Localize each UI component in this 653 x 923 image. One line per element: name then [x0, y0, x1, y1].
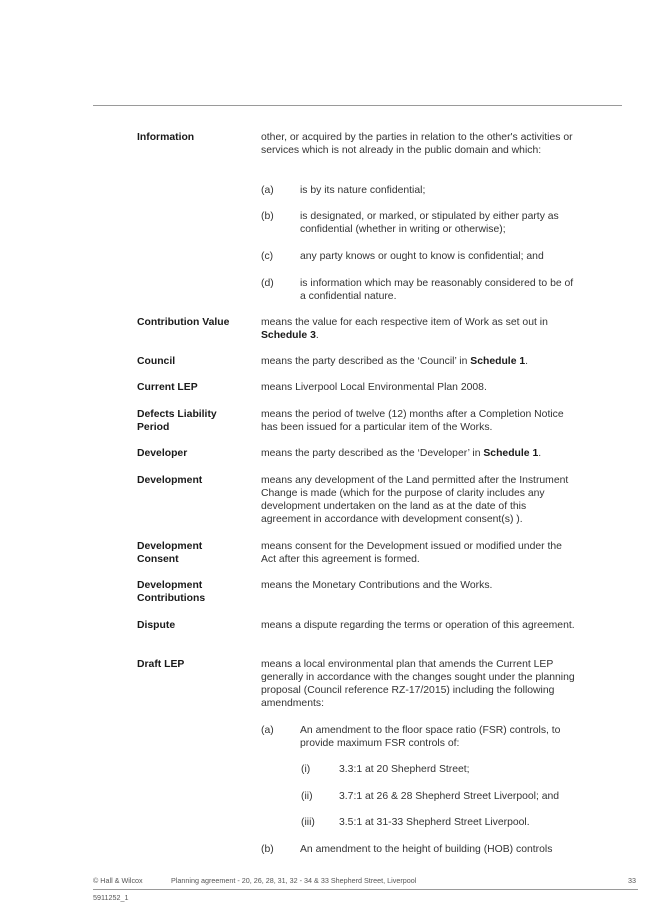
sub-list-item-label: (iii): [301, 817, 315, 828]
sub-list-item-label: (ii): [301, 791, 313, 802]
list-item-label: (a): [261, 185, 274, 196]
definition-text: means a dispute regarding the terms or operation of this agreement.: [261, 620, 575, 631]
list-item-text: any party knows or ought to know is confidential; and: [300, 251, 544, 262]
schedule-reference: Schedule 3: [261, 330, 316, 341]
list-item-text: An amendment to the floor space ratio (FSR) controls, to provide maximum FSR controls of:: [300, 725, 561, 749]
sub-list-item-text: 3.5:1 at 31-33 Shepherd Street Liverpool.: [339, 817, 530, 828]
page-number: 33: [628, 876, 636, 885]
text-segment: means the party described as the ‘Council’ in: [261, 356, 471, 367]
definition-term: [137, 540, 252, 566]
text-segment: means the party described as the ‘Developer’ in: [261, 448, 484, 459]
list-item-label: (b): [261, 844, 274, 855]
list-item-text: is information which may be reasonably considered to be of a confidential nature.: [300, 278, 574, 302]
definition-text: means any development of the Land permitted after the Instrument Change is made (which for the purpose of clarity includes any development undertaken on the land as at the date of this agreement in accordance with development consent(s) ).: [261, 475, 569, 525]
definition-text: other, or acquired by the parties in relation to the other's activities or services which is not already in the public domain and which:: [261, 132, 573, 156]
term-line: Defects Liability: [137, 409, 217, 420]
definition-term: Current LEP: [137, 382, 198, 393]
definition-text: means consent for the Development issued or modified under the Act after this agreement is formed.: [261, 541, 562, 565]
list-item-text: is designated, or marked, or stipulated by either party as confidential (whether in writing or otherwise);: [300, 211, 559, 235]
list-item-label: (a): [261, 725, 274, 736]
definition-text: [261, 316, 577, 342]
term-line: Consent: [137, 554, 179, 565]
list-item-text: An amendment to the height of building (HOB) controls: [300, 844, 553, 855]
sub-list-item-label: (i): [301, 764, 311, 775]
term-line: Contributions: [137, 593, 206, 604]
header-rule: [93, 105, 622, 106]
definition-term: Draft LEP: [137, 659, 185, 670]
definition-term: [137, 579, 252, 605]
definition-term: Information: [137, 132, 195, 143]
definition-term: Council: [137, 356, 176, 367]
footer-copyright: © Hall & Wilcox: [93, 876, 143, 885]
list-item-label: (c): [261, 251, 274, 262]
document-reference: 5911252_1: [93, 893, 129, 902]
definition-term: [137, 408, 252, 434]
list-item-label: (b): [261, 211, 274, 222]
text-segment: .: [315, 330, 319, 341]
definition-text: means the Monetary Contributions and the Works.: [261, 580, 493, 591]
term-line: Development: [137, 541, 203, 552]
definition-term: Development: [137, 475, 203, 486]
definition-text: [261, 447, 577, 460]
footer-rule: [93, 889, 638, 890]
list-item-text: is by its nature confidential;: [300, 185, 426, 196]
definition-text: [261, 355, 577, 368]
text-segment: .: [538, 448, 542, 459]
definition-term: Developer: [137, 448, 188, 459]
definition-term: Dispute: [137, 620, 176, 631]
text-segment: means the value for each respective item of Work as set out in: [261, 317, 548, 328]
schedule-reference: Schedule 1: [470, 356, 526, 367]
term-line: Period: [137, 422, 170, 433]
text-segment: .: [525, 356, 529, 367]
schedule-reference: Schedule 1: [483, 448, 539, 459]
definition-text: means a local environmental plan that amends the Current LEP generally in accordance with the changes sought under the planning proposal (Council reference RZ-17/2015) including the following amendments:: [261, 659, 575, 709]
footer-document-title: Planning agreement - 20, 26, 28, 31, 32 - 34 & 33 Shepherd Street, Liverpool: [171, 876, 417, 885]
definition-term: Contribution Value: [137, 317, 230, 328]
sub-list-item-text: 3.7:1 at 26 & 28 Shepherd Street Liverpool; and: [339, 791, 560, 802]
definition-text: means the period of twelve (12) months after a Completion Notice has been issued for a particular item of the Works.: [261, 409, 564, 433]
list-item-label: (d): [261, 278, 274, 289]
definition-text: means Liverpool Local Environmental Plan 2008.: [261, 382, 487, 393]
term-line: Development: [137, 580, 203, 591]
sub-list-item-text: 3.3:1 at 20 Shepherd Street;: [339, 764, 470, 775]
